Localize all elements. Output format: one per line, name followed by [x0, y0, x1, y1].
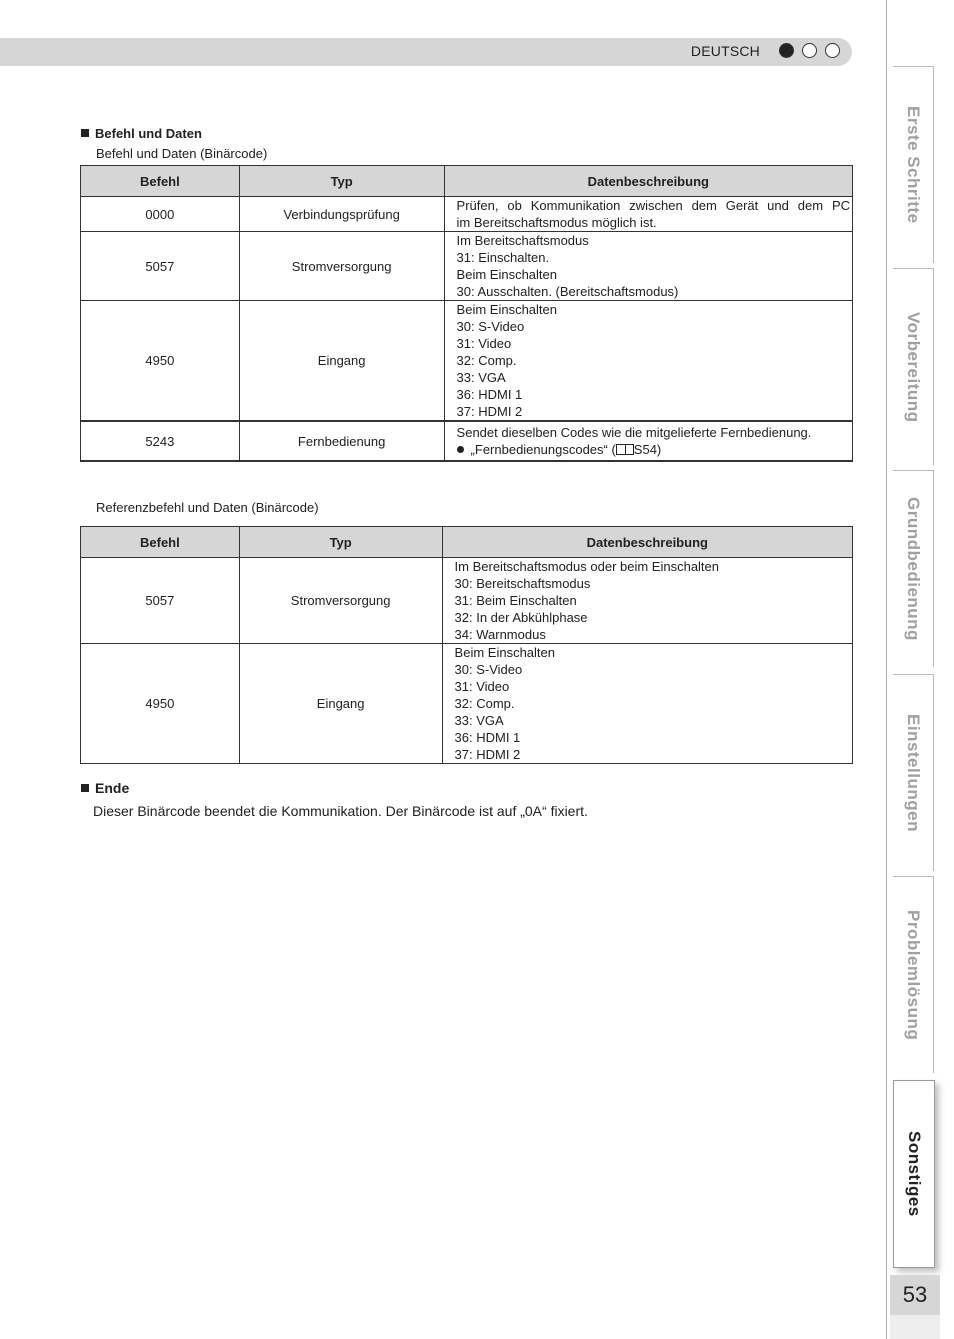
tab-label: Erste Schritte — [904, 106, 923, 224]
sidebar-divider — [886, 0, 887, 1339]
tab-einstellungen[interactable] — [893, 674, 934, 871]
square-bullet-icon — [81, 784, 89, 792]
end-heading: Ende — [81, 780, 129, 796]
description-cell: Beim Einschalten 30: S-Video 31: Video 32: Comp. 33: VGA 36: HDMI 1 37: HDMI 2 — [444, 301, 852, 422]
tab-label: Vorbereitung — [904, 311, 923, 423]
page-number: 53 — [890, 1275, 940, 1315]
section-heading: Befehl und Daten — [81, 126, 202, 141]
tab-label: Sonstiges — [905, 1131, 924, 1217]
column-header: Typ — [239, 527, 442, 558]
section-subheading: Referenzbefehl und Daten (Binärcode) — [96, 500, 319, 515]
table-row — [81, 232, 853, 301]
empty-circle-icon — [825, 43, 840, 58]
tab-label: Einstellungen — [904, 714, 923, 832]
type-cell: Stromversorgung — [239, 558, 442, 644]
description-cell: Im Bereitschaftsmodus oder beim Einschalten 30: Bereitschaftsmodus 31: Beim Einschalten 32: In der Abkühlphase 34: Warnmodus — [442, 558, 852, 644]
description-cell: Im Bereitschaftsmodus 31: Einschalten. Beim Einschalten 30: Ausschalten. (Bereitschaftsmodus) — [444, 232, 852, 301]
language-indicator — [779, 43, 840, 58]
page-number-footer — [890, 1315, 940, 1339]
column-header: Datenbeschreibung — [444, 166, 852, 197]
description-cell: Sendet dieselben Codes wie die mitgelieferte Fernbedienung. „Fernbedienungscodes“ ( S54) — [444, 421, 852, 461]
type-cell: Stromversorgung — [239, 232, 444, 301]
book-reference-icon — [616, 444, 634, 455]
end-description: Dieser Binärcode beendet die Kommunikation. Der Binärcode ist auf „0A“ fixiert. — [93, 803, 588, 819]
tab-vorbereitung[interactable] — [893, 268, 934, 465]
tab-erste-schritte[interactable] — [893, 66, 934, 263]
command-table — [80, 165, 853, 462]
command-cell: 5057 — [81, 232, 240, 301]
empty-circle-icon — [802, 43, 817, 58]
command-cell: 4950 — [81, 644, 240, 764]
table-header-row — [81, 527, 853, 558]
type-cell: Verbindungsprüfung — [239, 197, 444, 232]
table-row — [81, 644, 853, 764]
table-row — [81, 421, 853, 461]
tab-sonstiges[interactable] — [893, 1080, 935, 1268]
column-header: Datenbeschreibung — [442, 527, 852, 558]
page-reference-link[interactable]: S54) — [633, 442, 662, 457]
command-cell: 0000 — [81, 197, 240, 232]
type-cell: Eingang — [239, 301, 444, 422]
tab-label: Grundbedienung — [904, 497, 923, 641]
table-header-row — [81, 166, 853, 197]
description-cell: Prüfen, ob Kommunikation zwischen dem Gerät und dem PC im Bereitschaftsmodus möglich ist. — [444, 197, 852, 232]
table-row — [81, 558, 853, 644]
filled-circle-icon — [779, 43, 794, 58]
bullet-icon — [457, 446, 464, 453]
table-row — [81, 301, 853, 422]
command-cell: 5243 — [81, 421, 240, 461]
table-row — [81, 197, 853, 232]
tab-grundbedienung[interactable] — [893, 470, 934, 667]
reference-command-table — [80, 526, 853, 764]
column-header: Befehl — [81, 166, 240, 197]
section-subheading: Befehl und Daten (Binärcode) — [96, 146, 268, 161]
language-label: DEUTSCH — [690, 43, 760, 59]
description-cell: Beim Einschalten 30: S-Video 31: Video 32: Comp. 33: VGA 36: HDMI 1 37: HDMI 2 — [442, 644, 852, 764]
type-cell: Eingang — [239, 644, 442, 764]
command-cell: 4950 — [81, 301, 240, 422]
type-cell: Fernbedienung — [239, 421, 444, 461]
square-bullet-icon — [81, 129, 89, 137]
tab-label: Problemlösung — [904, 909, 923, 1041]
tab-problemloesung[interactable] — [893, 876, 934, 1073]
header-bar — [0, 38, 852, 66]
column-header: Typ — [239, 166, 444, 197]
reference-note: „Fernbedienungscodes“ ( S54) — [457, 441, 850, 458]
column-header: Befehl — [81, 527, 240, 558]
command-cell: 5057 — [81, 558, 240, 644]
